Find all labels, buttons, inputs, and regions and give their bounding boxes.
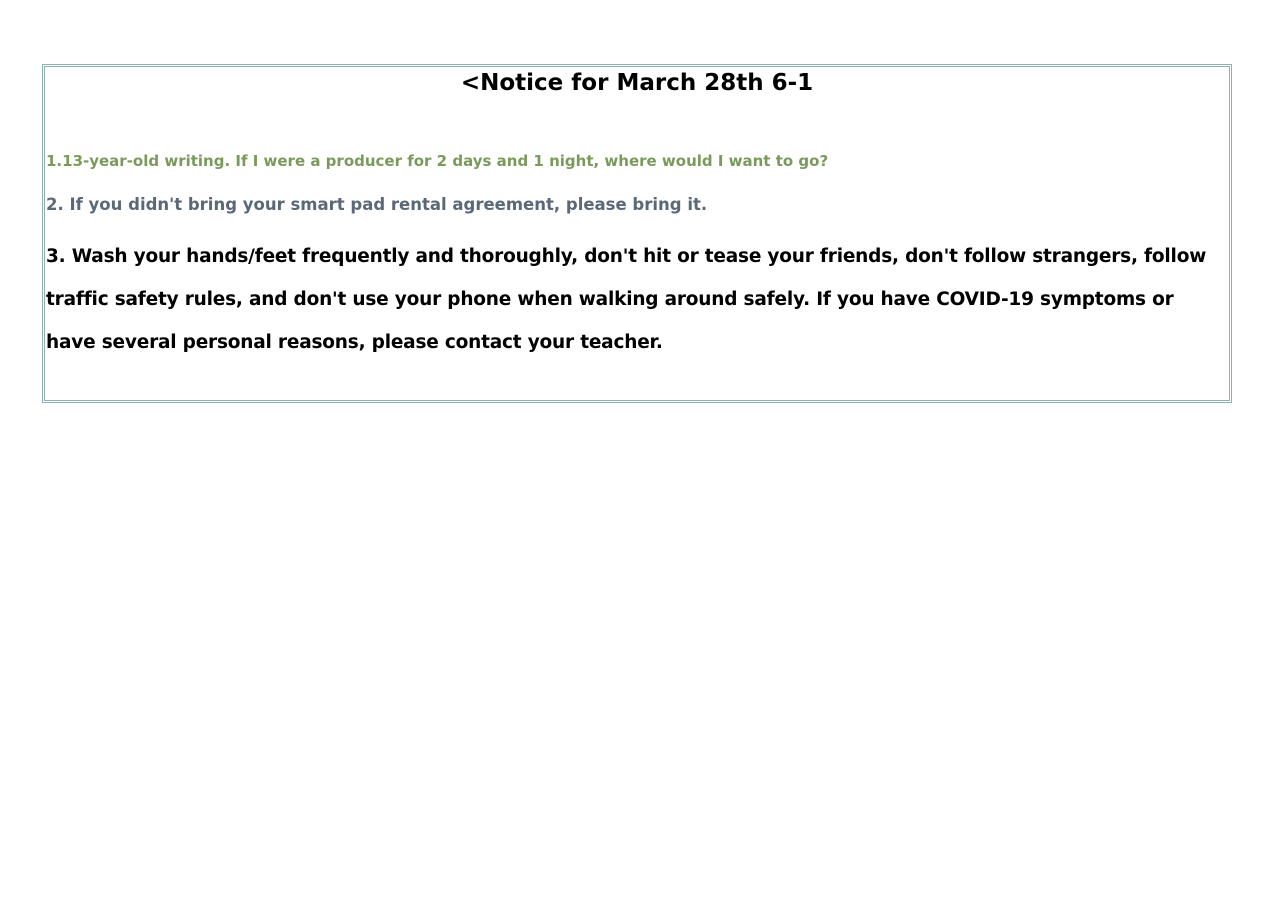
- notice-item-3: 3. Wash your hands/feet frequently and thoroughly, don't hit or tease your friends, don't follow strangers, follow traffic safety rules, and don't use your phone when walking around safely. If you have COVID-19 symptoms or have several personal reasons, please contact your teacher.: [46, 246, 1207, 353]
- notice-item-2: 2. If you didn't bring your smart pad rental agreement, please bring it.: [46, 195, 708, 214]
- notice-title: <Notice for March 28th 6-1: [455, 69, 819, 97]
- notice-box: [42, 64, 1232, 403]
- notice-item-1: 1.13-year-old writing. If I were a producer for 2 days and 1 night, where would I want to go?: [46, 152, 829, 170]
- notice-title-row: [45, 69, 1229, 97]
